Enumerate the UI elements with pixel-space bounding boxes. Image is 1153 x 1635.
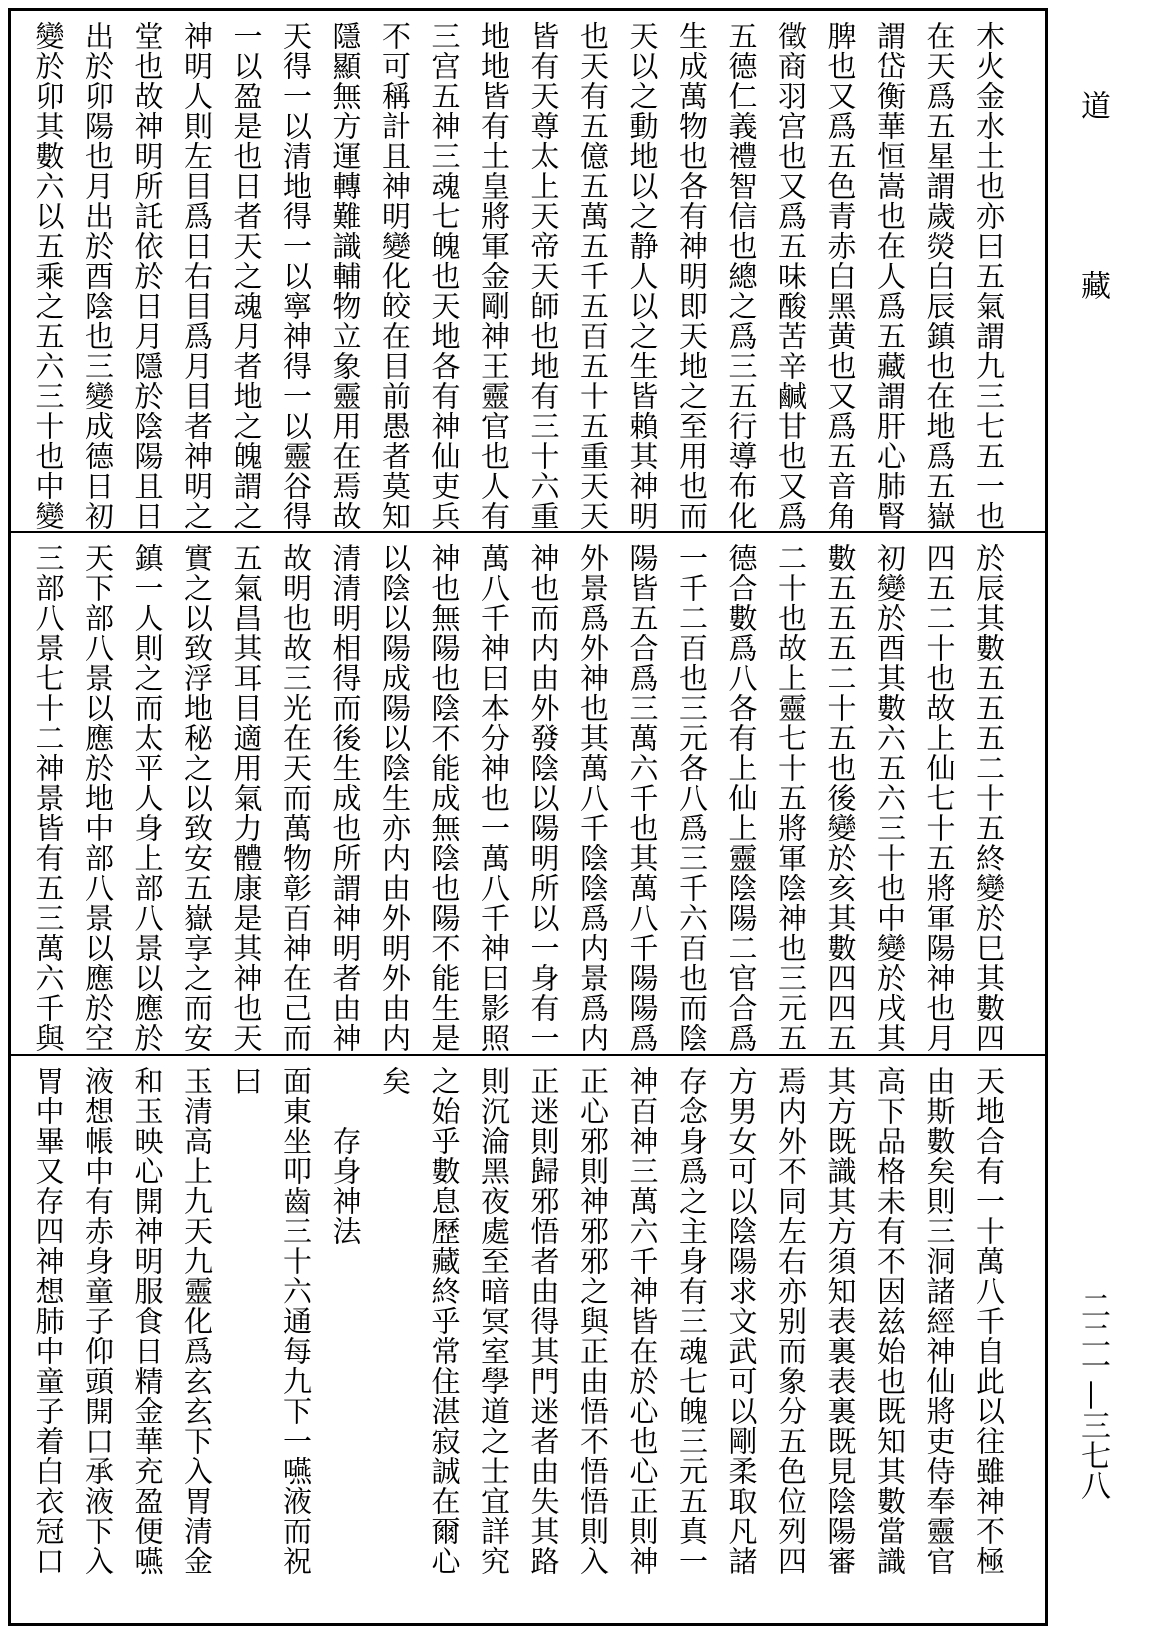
text-column: 存念身爲之主身有三魂七魄三元五真一 <box>675 1066 709 1576</box>
text-column: 神百神三萬六千神皆在於心也心正則神 <box>625 1066 660 1576</box>
text-column: 玉清高上九天九靈化爲玄玄下入胃清金 <box>180 1066 214 1576</box>
text-column: 五氣昌其耳目適用氣力體康是其神也天 <box>229 543 264 1053</box>
text-column: 存身神法 <box>328 1066 363 1246</box>
text-column: 地地皆有土皇將軍金剛神王靈官也人有 <box>477 21 511 531</box>
text-column: 陽皆五合爲三萬六千也其萬八千陽陽爲 <box>625 543 660 1053</box>
margin-title-char-1: 道 <box>1075 90 1110 120</box>
page-frame <box>8 8 1048 1626</box>
text-column: 液想帳中有赤身童子仰頭開口承液下入 <box>81 1066 115 1576</box>
text-column: 於辰其數五五五二十五終變於巳其數四 <box>972 543 1006 1053</box>
text-column: 外景爲外神也其萬八千陰陰爲内景爲内 <box>576 543 610 1053</box>
text-column: 高下品格未有不因兹始也既知其數當識 <box>873 1066 907 1576</box>
text-column: 清清明相得而後生成也所謂神明者由神 <box>328 543 363 1053</box>
text-column: 變於卯其數六以五乘之五六三十也中變 <box>31 21 66 531</box>
text-column: 其方既識其方須知表裏表裏既見陰陽審 <box>823 1066 858 1576</box>
text-column: 天下部八景以應於地中部八景以應於空 <box>81 543 115 1053</box>
text-column: 四五二十也故上仙七十五將軍陽神也月 <box>922 543 957 1053</box>
margin-page-number: 二二一—三七八 <box>1075 1290 1110 1500</box>
text-column: 神也無陽也陰不能成無陰也陽不能生是 <box>427 543 462 1053</box>
text-column: 德合數爲八各有上仙上靈陰陽二官合爲 <box>724 543 759 1053</box>
text-column: 則沉淪黑夜處至暗冥室學道之士宜詳究 <box>477 1066 511 1576</box>
text-column: 焉内外不同左右亦别而象分五色位列四 <box>774 1066 808 1576</box>
text-column: 木火金水土也亦曰五氣謂九三七五一也 <box>972 21 1006 531</box>
text-column: 天地合有一十萬八千自此以往雖神不極 <box>972 1066 1006 1576</box>
text-column: 三宫五神三魂七魄也天地各有神仙吏兵 <box>427 21 462 531</box>
text-column: 之始乎數息歷藏終乎常住湛寂誠在爾心 <box>427 1066 462 1576</box>
text-column: 胃中畢又存四神想肺中童子着白衣冠口 <box>31 1066 66 1576</box>
text-column: 正心邪則神邪邪之與正由悟不悟悟則入 <box>576 1066 610 1576</box>
text-column: 面東坐叩齒三十六通每九下一嚥液而祝 <box>279 1066 313 1576</box>
text-column: 徵商羽宫也又爲五味酸苦辛鹹甘也又爲 <box>774 21 808 531</box>
text-column: 一以盈是也日者天之魂月者地之魄謂之 <box>229 21 264 531</box>
text-column: 也天有五億五萬五千五百五十五重天天 <box>576 21 610 531</box>
margin-title-char-2: 藏 <box>1075 270 1110 300</box>
text-column: 謂岱衡華恒嵩也在人爲五藏謂肝心肺腎 <box>873 21 907 531</box>
text-column: 五德仁義禮智信也總之爲三五行導布化 <box>724 21 759 531</box>
text-column: 神也而内由外發陰以陽明所以一身有一 <box>526 543 561 1053</box>
text-column: 一千二百也三元各八爲三千六百也而陰 <box>675 543 709 1053</box>
text-column: 二十也故上靈七十五將軍陰神也三元五 <box>774 543 808 1053</box>
text-column: 以陰以陽成陽以陰生亦内由外明外由内 <box>378 543 412 1053</box>
text-column: 堂也故神明所託依於日月隱於陰陽且日 <box>130 21 165 531</box>
text-column: 脾也又爲五色青赤白黑黄也又爲五音角 <box>823 21 858 531</box>
text-column: 矣 <box>378 1066 412 1096</box>
text-column: 神明人則左目爲日右目爲月目者神明之 <box>180 21 214 531</box>
text-column: 初變於酉其數六五六三十也中變於戌其 <box>873 543 907 1053</box>
text-column: 由斯數矣則三洞諸經神仙將吏侍奉靈官 <box>922 1066 957 1576</box>
text-panel-bottom <box>11 1056 1045 1621</box>
text-column: 曰 <box>229 1066 264 1096</box>
text-column: 天得一以清地得一以寧神得一以靈谷得 <box>279 21 313 531</box>
text-column: 三部八景七十二神景皆有五三萬六千與 <box>31 543 66 1053</box>
text-column: 天以之動地以之静人以之生皆賴其神明 <box>625 21 660 531</box>
text-panel-middle <box>11 533 1045 1053</box>
text-column: 和玉映心開神明服食日精金華充盈便嚥 <box>130 1066 165 1576</box>
text-column: 故明也故三光在天而萬物彰百神在己而 <box>279 543 313 1053</box>
text-panel-top <box>11 11 1045 531</box>
text-column: 在天爲五星謂歲熒白辰鎮也在地爲五嶽 <box>922 21 957 531</box>
text-column: 鎮一人則之而太平人身上部八景以應於 <box>130 543 165 1053</box>
text-column: 隱顯無方運轉難識輔物立象靈用在焉故 <box>328 21 363 531</box>
text-column: 數五五五二十五也後變於亥其數四四五 <box>823 543 858 1053</box>
text-column: 正迷則歸邪悟者由得其門迷者由失其路 <box>526 1066 561 1576</box>
text-column: 方男女可以陰陽求文武可以剛柔取凡諸 <box>724 1066 759 1576</box>
text-column: 皆有天尊太上天帝天師也地有三十六重 <box>526 21 561 531</box>
text-column: 萬八千神曰本分神也一萬八千神曰影照 <box>477 543 511 1053</box>
text-column: 出於卯陽也月出於酉陰也三變成德日初 <box>81 21 115 531</box>
text-column: 不可稱計且神明變化皎在目前愚者莫知 <box>378 21 412 531</box>
text-column: 實之以致浮地秘之以致安五嶽享之而安 <box>180 543 214 1053</box>
text-column: 生成萬物也各有神明即天地之至用也而 <box>675 21 709 531</box>
